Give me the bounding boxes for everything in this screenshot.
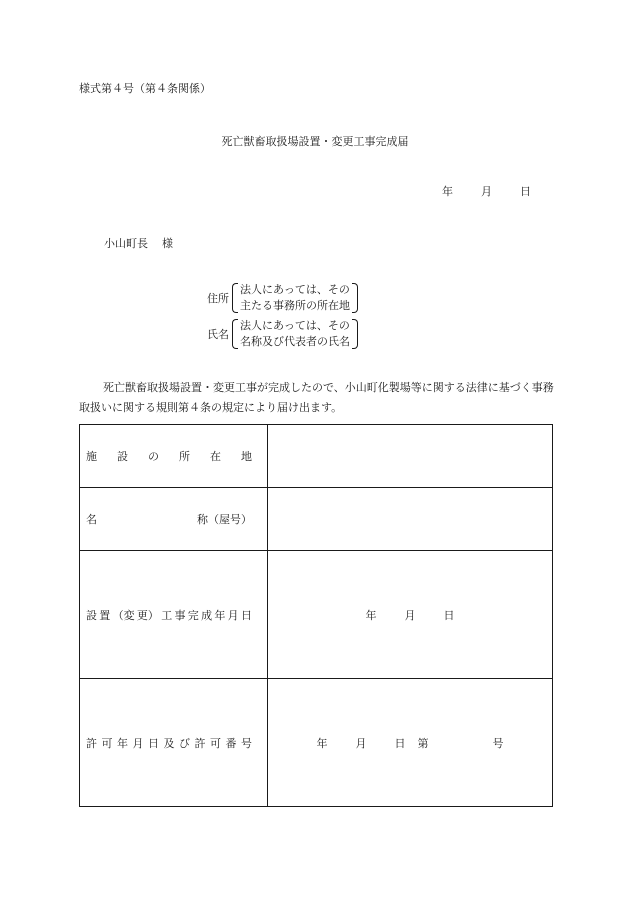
permit-info-label: 許 可 年 月 日 及 び 許 可 番 号 [80, 679, 268, 807]
applicant-name [207, 318, 358, 350]
addressee-honorific: 様 [162, 237, 173, 250]
name-note [232, 318, 358, 350]
date-day: 日 [520, 185, 531, 198]
facility-name-field[interactable] [268, 488, 553, 551]
completion-date-field[interactable] [268, 551, 553, 679]
completion-month: 月 [404, 608, 416, 622]
permit-go: 号 [492, 736, 504, 750]
form-number: 様式第４号（第４条関係） [79, 82, 211, 95]
facility-name-label: 名 称（屋号） [80, 488, 268, 551]
addressee-name: 小山町長 [104, 237, 148, 250]
permit-year: 年 [316, 736, 328, 750]
permit-month: 月 [355, 736, 367, 750]
facility-location-label: 施 設 の 所 在 地 [80, 425, 268, 488]
document-title: 死亡獣畜取扱場設置・変更工事完成届 [221, 135, 409, 148]
permit-info-field[interactable] [268, 679, 553, 807]
table-row [80, 551, 553, 679]
table-row [80, 425, 553, 488]
completion-date-label: 設 置 （変 更） 工 事 完 成 年 月 日 [80, 551, 268, 679]
facility-location-field[interactable] [268, 425, 553, 488]
completion-year: 年 [365, 608, 377, 622]
date-month: 月 [481, 185, 492, 198]
address-note-line-1: 法人にあっては、その [240, 283, 350, 296]
body-text: 死亡獣畜取扱場設置・変更工事が完成したので、小山町化製場等に関する法律に基づく事務取扱いに関する規則第４条の規定により届け出ます。 [79, 381, 554, 414]
name-label: 氏名 [207, 328, 229, 341]
permit-day: 日 [394, 736, 406, 750]
table-row [80, 488, 553, 551]
name-note-line-2: 名称及び代表者の氏名 [240, 335, 350, 348]
permit-dai: 第 [417, 736, 429, 750]
submission-date [442, 183, 531, 199]
report-table [79, 424, 553, 807]
address-note-line-2: 主たる事務所の所在地 [240, 299, 350, 312]
addressee [104, 235, 173, 251]
applicant-address [207, 282, 358, 314]
date-year: 年 [442, 185, 453, 198]
address-label: 住所 [207, 292, 229, 305]
completion-day: 日 [443, 608, 455, 622]
table-row [80, 679, 553, 807]
address-note [232, 282, 358, 314]
name-note-line-1: 法人にあっては、その [240, 319, 350, 332]
